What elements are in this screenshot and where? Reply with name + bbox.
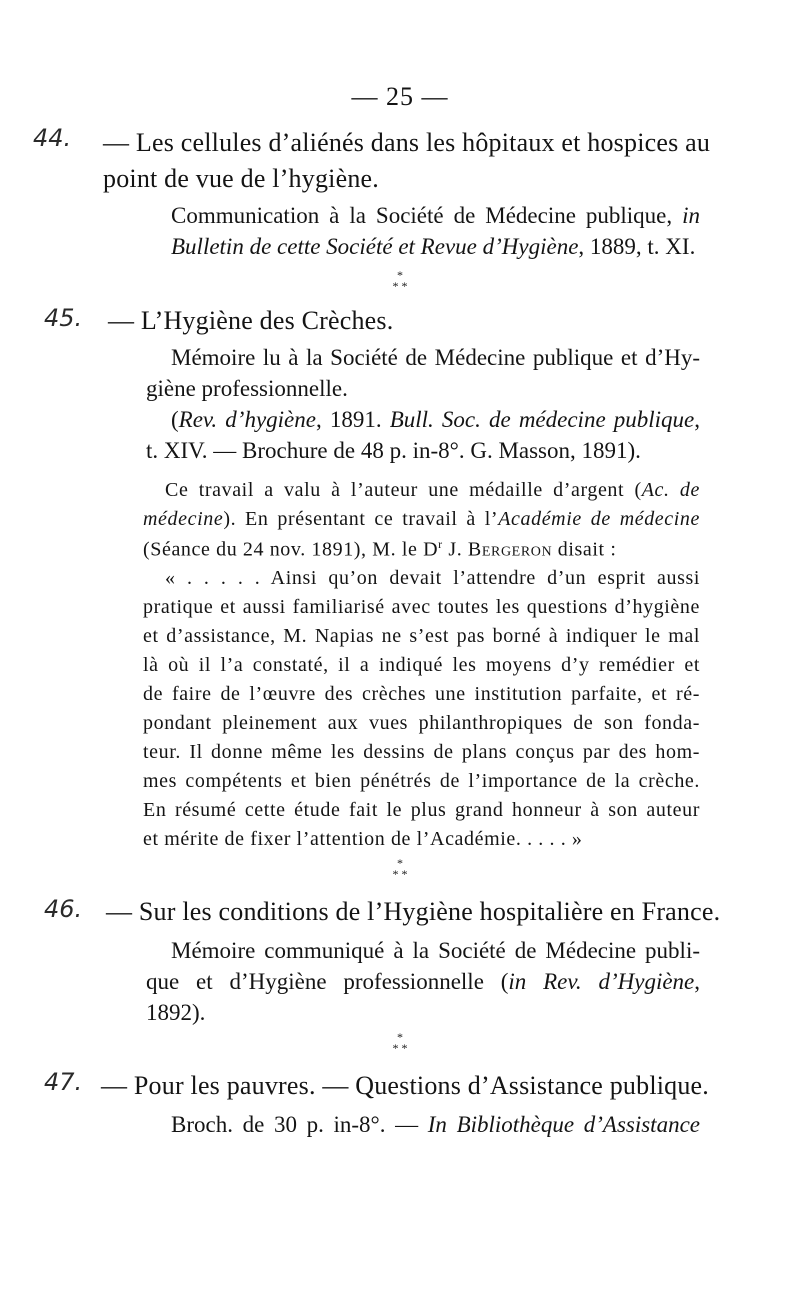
entry-45-comment-line-1: Ce travail a valu à l’auteur une médaille d’argent (Ac. de xyxy=(165,479,700,501)
entry-45-comment-line-3: (Séance du 24 nov. 1891), M. le $D^r$ J. Bergeron disait : xyxy=(143,537,617,561)
quote-line-1: « . . . . . Ainsi qu’on devait l’attendre d’un esprit aussi xyxy=(165,567,700,589)
quote-line-8: mes compétents et bien pénétrés de l’importance de la crèche. xyxy=(143,770,700,792)
entry-45-title: — L’Hygiène des Crèches. xyxy=(108,306,394,335)
entry-46-memoire-line-2: que et d’Hygiène professionnelle (in Rev. d’Hygiène, xyxy=(146,969,701,994)
handwritten-number-45: 45. xyxy=(44,304,83,332)
entry-45-reference-line-1: (Rev. d’hygiène, 1891. Bull. Soc. de médecine publique, xyxy=(171,407,701,432)
entry-47-brochure-line: Broch. de 30 p. in-8°. — In Bibliothèque d’Assistance xyxy=(171,1112,700,1137)
quote-line-5: de faire de l’œuvre des crèches une institution parfaite, et ré- xyxy=(143,683,700,705)
handwritten-number-46: 46. xyxy=(44,895,83,923)
entry-45-reference-line-2: t. XIV. — Brochure de 48 p. in-8°. G. Masson, 1891). xyxy=(146,438,641,463)
separator-stars-3: * * * xyxy=(392,1030,408,1055)
entry-46-title: — Sur les conditions de l’Hygiène hospitalière en France. xyxy=(106,897,721,926)
entry-45-memoire-line-2: giène professionnelle. xyxy=(146,376,348,401)
entry-45-comment-line-2: médecine). En présentant ce travail à l’Académie de médecine xyxy=(143,508,700,530)
quote-line-4: là où il l’a constaté, il a indiqué les moyens d’y remédier et xyxy=(143,654,700,676)
quote-line-6: pondant pleinement aux vues philanthropiques de son fonda- xyxy=(143,712,700,734)
entry-46-memoire-line-3: 1892). xyxy=(146,1000,206,1025)
entry-44-title-line-1: — Les cellules d’aliénés dans les hôpitaux et hospices au xyxy=(103,128,711,157)
quote-line-3: et d’assistance, M. Napias ne s’est pas borné à indiquer le mal xyxy=(143,625,700,647)
entry-44-note-line-1: Communication à la Société de Médecine publique, in xyxy=(171,203,700,228)
quote-line-10: et mérite de fixer l’attention de l’Académie. . . . . » xyxy=(143,828,583,850)
handwritten-number-44: 44. xyxy=(33,124,72,152)
entry-44-note-line-2: Bulletin de cette Société et Revue d’Hygiène, 1889, t. XI. xyxy=(171,234,696,259)
entry-44-title-line-2: point de vue de l’hygiène. xyxy=(103,164,379,193)
quote-line-9: En résumé cette étude fait le plus grand honneur à son auteur xyxy=(143,799,700,821)
page-number: — 25 — xyxy=(351,82,449,111)
quote-line-7: teur. Il donne même les dessins de plans conçus par des hom- xyxy=(143,741,700,763)
separator-stars-2: * * * xyxy=(392,856,408,881)
handwritten-number-47: 47. xyxy=(44,1068,83,1096)
entry-46-memoire-line-1: Mémoire communiqué à la Société de Médecine publi- xyxy=(171,938,700,963)
entry-45-memoire-line-1: Mémoire lu à la Société de Médecine publique et d’Hy- xyxy=(171,345,700,370)
entry-47-title: — Pour les pauvres. — Questions d’Assistance publique. xyxy=(101,1071,709,1100)
quote-line-2: pratique et aussi familiarisé avec toutes les questions d’hygiène xyxy=(143,596,700,618)
separator-stars-1: * * * xyxy=(392,268,408,293)
